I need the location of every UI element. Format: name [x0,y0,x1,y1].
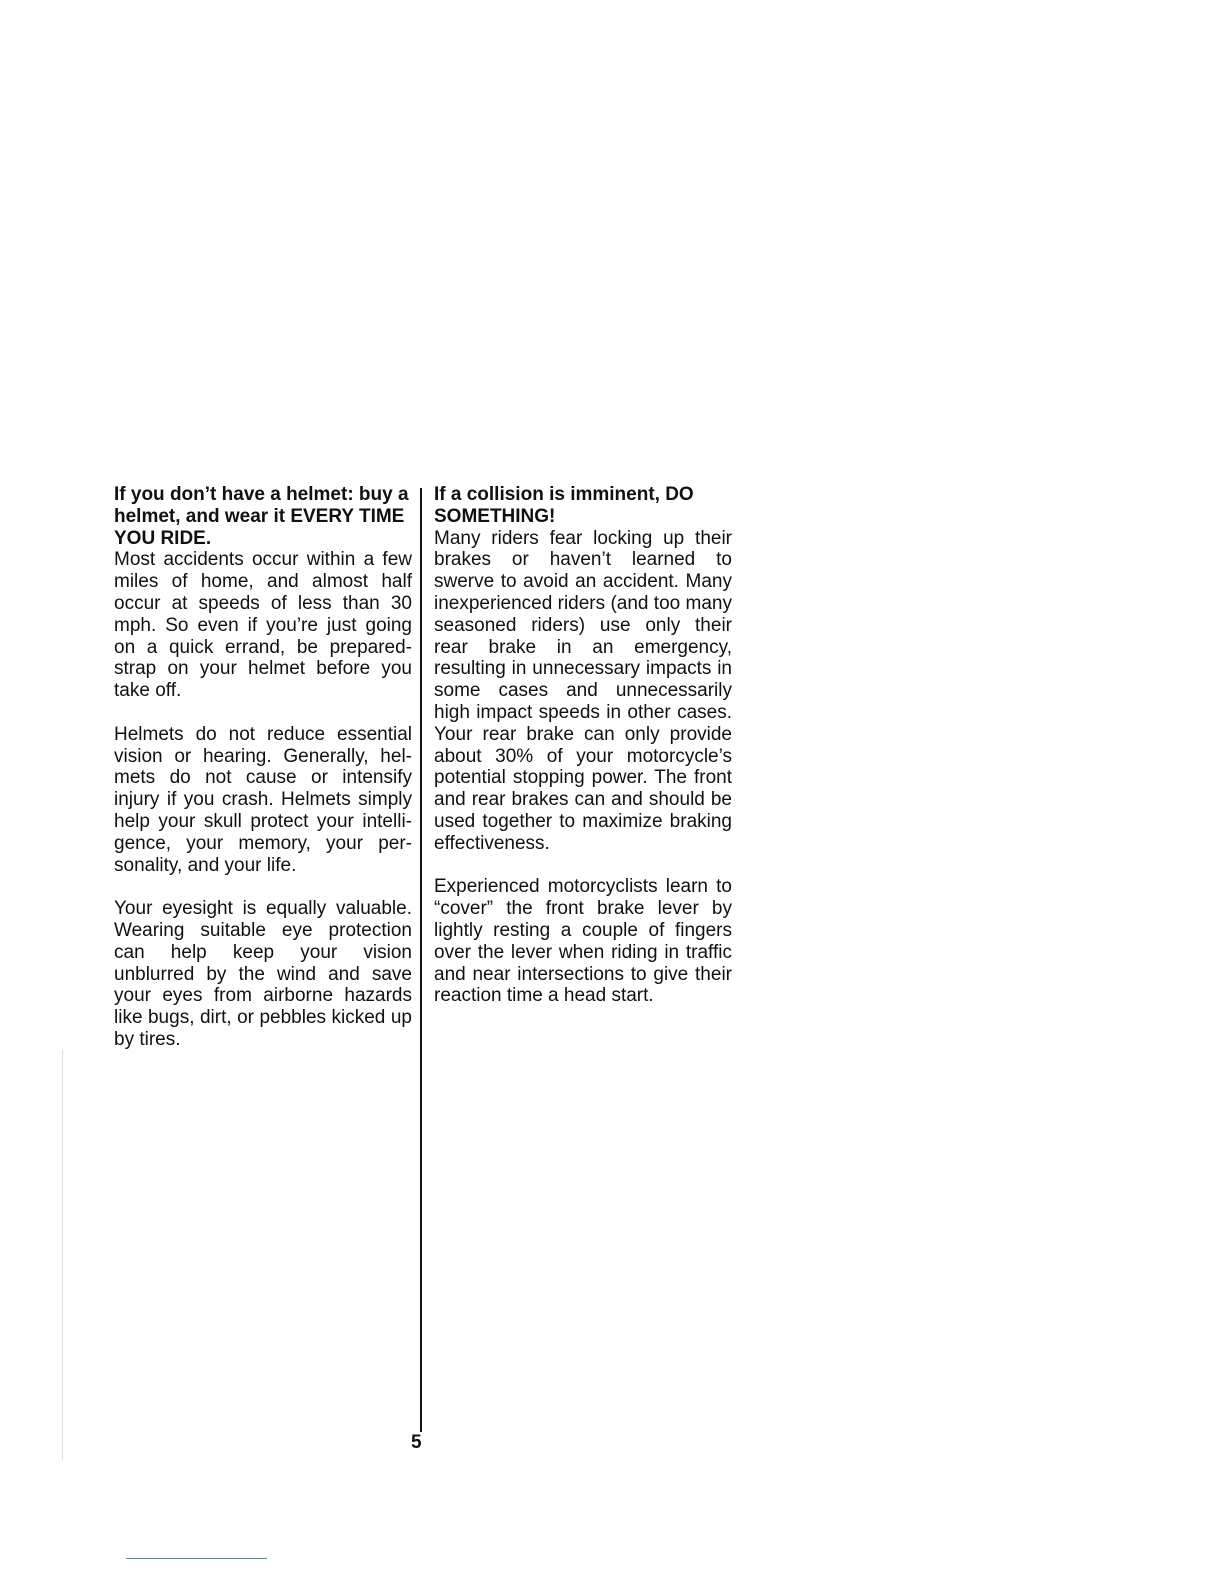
footer-rule [126,1558,267,1559]
right-paragraph-2: Experienced motorcyclists learn to “cover” the front brake lever by lightly resting a couple of fingers over the lever when riding in traffic and near intersections to give their reaction time a head start. [434,876,732,1007]
left-paragraph-2: Helmets do not reduce essential vision or hearing. Generally, helmets do not cause or intensify injury if you crash. Helmets simply help your skull protect your intelligence, your memory, your personality, and your life. [114,723,412,876]
right-column [434,484,732,1029]
left-heading: If you don’t have a helmet: buy a helmet, and wear it EVERY TIME YOU RIDE. [114,484,409,549]
column-divider [420,488,422,1432]
scan-edge-mark [62,1050,63,1460]
right-paragraph-1: Many riders fear locking up their brakes or haven’t learned to swerve to avoid an accident. Many inexperienced riders (and too many seasoned riders) use only their rear brake in an emergency, resulting in unnecessary impacts in some cases and unnecessarily high impact speeds in other cases. Your rear brake can only provide about 30% of your motorcycle’s potential stopping power. The front and rear brakes can and should be used together to maximize braking effectiveness. [434,527,732,854]
left-paragraph-1: Most accidents occur within a few miles of home, and almost half occur at speeds of less than 30 mph. So even if you’re just going on a quick errand, be prepared-strap on your helmet before you take off. [114,549,412,702]
page-number: 5 [411,1432,422,1453]
left-paragraph-3: Your eyesight is equally valuable. Wearing suitable eye protection can help keep your vision unblurred by the wind and save your eyes from airborne hazards like bugs, dirt, or pebbles kicked up by tires. [114,898,412,1050]
right-heading: If a collision is imminent, DO SOMETHING! [434,484,694,527]
left-column [114,484,412,1073]
